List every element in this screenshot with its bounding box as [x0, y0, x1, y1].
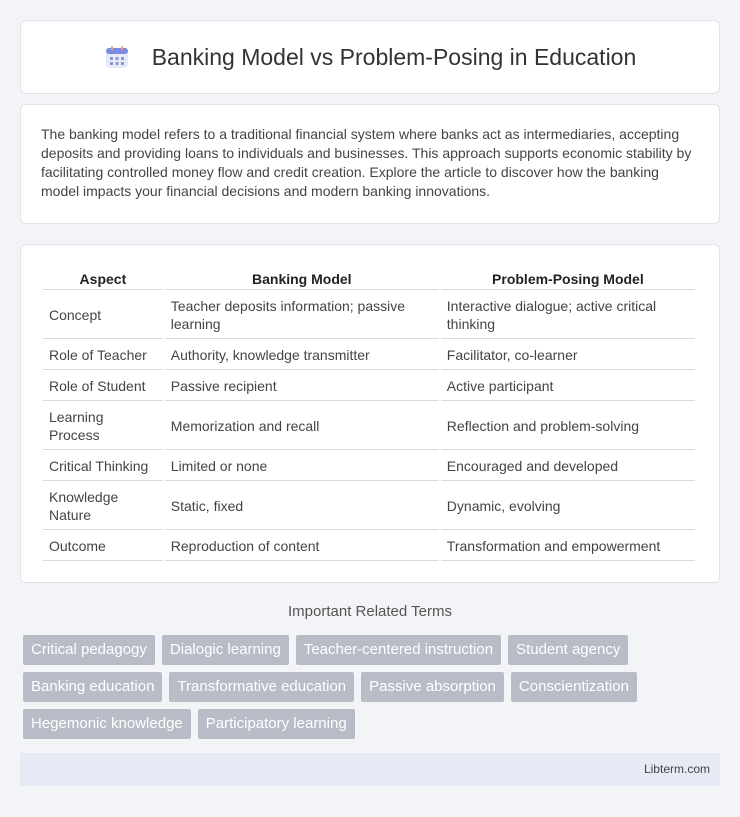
tag-participatory-learning[interactable]: Participatory learning — [198, 709, 355, 739]
table-row — [43, 532, 695, 561]
table-cell: Encouraged and developed — [441, 452, 695, 481]
column-header-aspect: Aspect — [43, 267, 163, 290]
tag-passive-absorption[interactable]: Passive absorption — [361, 672, 504, 702]
table-cell: Memorization and recall — [165, 403, 439, 450]
table-cell: Role of Teacher — [43, 341, 163, 370]
table-cell: Interactive dialogue; active critical thinking — [441, 292, 695, 339]
table-row — [43, 452, 695, 481]
tag-row — [23, 635, 723, 665]
table-row — [43, 483, 695, 530]
comparison-card — [20, 244, 720, 583]
header-card — [20, 20, 720, 94]
tag-row — [23, 709, 723, 739]
table-cell: Passive recipient — [165, 372, 439, 401]
tag-conscientization[interactable]: Conscientization — [511, 672, 637, 702]
table-row — [43, 341, 695, 370]
table-cell: Facilitator, co-learner — [441, 341, 695, 370]
column-header-banking: Banking Model — [165, 267, 439, 290]
tag-banking-education[interactable]: Banking education — [23, 672, 162, 702]
footer-site-link[interactable]: Libterm.com — [643, 762, 710, 776]
table-cell: Reproduction of content — [165, 532, 439, 561]
table-cell: Active participant — [441, 372, 695, 401]
table-cell: Learning Process — [43, 403, 163, 450]
footer — [20, 753, 720, 786]
column-header-problem-posing: Problem-Posing Model — [441, 267, 695, 290]
table-cell: Dynamic, evolving — [441, 483, 695, 530]
table-cell: Reflection and problem-solving — [441, 403, 695, 450]
table-cell: Critical Thinking — [43, 452, 163, 481]
related-terms-title: Important Related Terms — [288, 603, 452, 620]
tag-transformative-education[interactable]: Transformative education — [169, 672, 354, 702]
tag-teacher-centered-instruction[interactable]: Teacher-centered instruction — [296, 635, 501, 665]
tag-critical-pedagogy[interactable]: Critical pedagogy — [23, 635, 155, 665]
intro-text: The banking model refers to a traditional financial system where banks act as intermediaries, accepting deposits and providing loans to individuals and businesses. This approach supports economic stability by facilitating controlled money flow and credit creation. Explore the article to discover how the banking model impacts your financial decisions and modern banking innovations. — [41, 126, 692, 199]
table-cell: Limited or none — [165, 452, 439, 481]
tag-student-agency[interactable]: Student agency — [508, 635, 628, 665]
comparison-table — [41, 265, 697, 563]
table-cell: Static, fixed — [165, 483, 439, 530]
page-title: Banking Model vs Problem-Posing in Education — [151, 43, 637, 70]
table-header-row — [43, 267, 695, 290]
tag-row — [23, 672, 723, 702]
tag-dialogic-learning[interactable]: Dialogic learning — [162, 635, 289, 665]
table-row — [43, 372, 695, 401]
table-row — [43, 403, 695, 450]
related-terms-list — [23, 635, 723, 746]
table-row — [43, 292, 695, 339]
intro-card — [20, 104, 720, 224]
table-cell: Concept — [43, 292, 163, 339]
table-cell: Transformation and empowerment — [441, 532, 695, 561]
table-cell: Role of Student — [43, 372, 163, 401]
table-cell: Authority, knowledge transmitter — [165, 341, 439, 370]
table-cell: Teacher deposits information; passive learning — [165, 292, 439, 339]
tag-hegemonic-knowledge[interactable]: Hegemonic knowledge — [23, 709, 191, 739]
table-cell: Knowledge Nature — [43, 483, 163, 530]
table-cell: Outcome — [43, 532, 163, 561]
calendar-grid-icon — [104, 44, 130, 70]
